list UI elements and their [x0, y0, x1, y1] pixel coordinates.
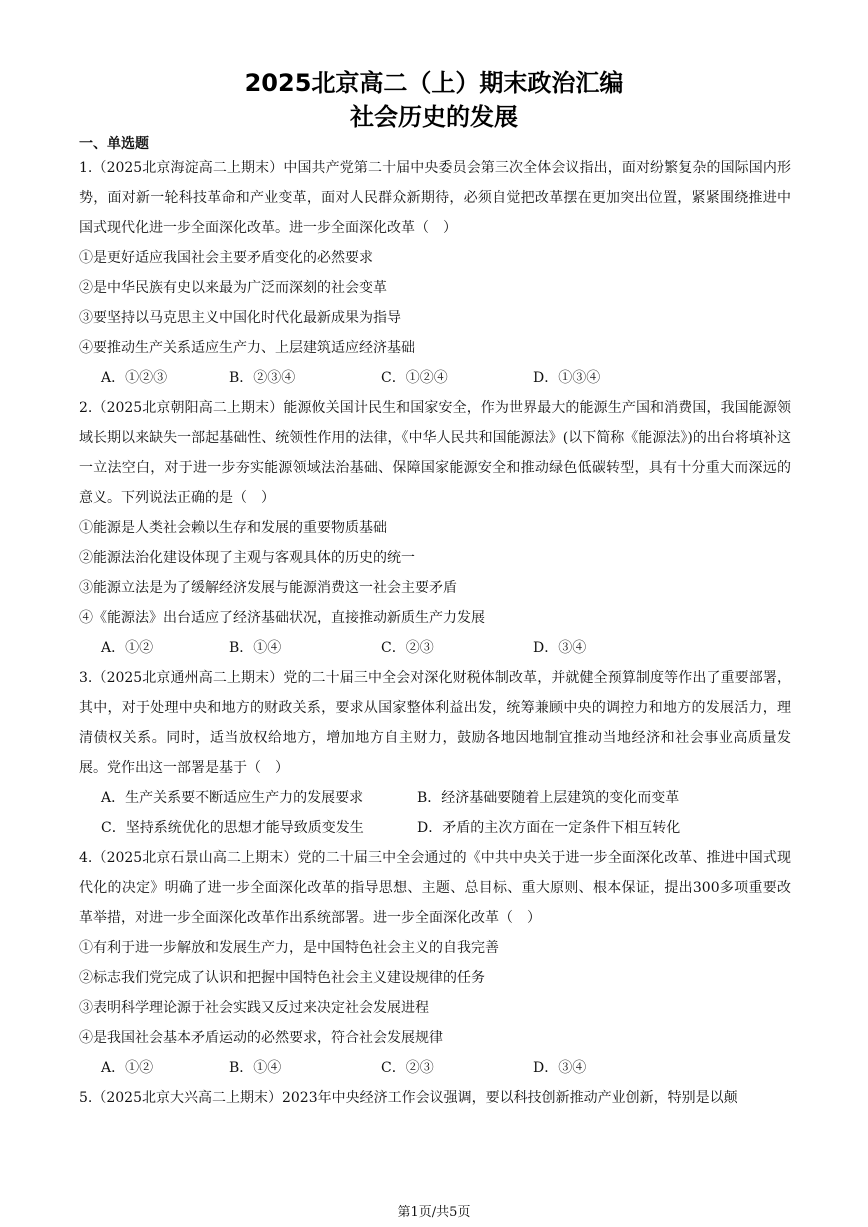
statement-item: ③表明科学理论源于社会实践又反过来决定社会发展进程: [79, 1000, 429, 1016]
choice-b: B．①④: [229, 640, 282, 656]
document-title: 2025北京高二（上）期末政治汇编: [244, 69, 624, 97]
question-5: [79, 1083, 791, 1113]
statement-item: ③能源立法是为了缓解经济发展与能源消费这一社会主要矛盾: [79, 580, 457, 596]
document-subtitle: 社会历史的发展: [350, 103, 518, 131]
question-3: [79, 663, 791, 843]
statement-item: ②是中华民族有史以来最为广泛而深刻的社会变革: [79, 280, 387, 296]
choice-b: B．①④: [229, 1060, 282, 1076]
section-heading: 一、单选题: [79, 136, 149, 152]
answer-choices: [79, 633, 791, 663]
statement-item: ②能源法治化建设体现了主观与客观具体的历史的统一: [79, 550, 415, 566]
choice-a: A．①②③: [101, 370, 168, 386]
question-1: [79, 153, 791, 393]
question-stem: 1.（2025北京海淀高二上期末）中国共产党第二十届中央委员会第三次全体会议指出，面对纷繁复杂的国际国内形势，面对新一轮科技革命和产业变革，面对人民群众新期待，必须自觉把改革摆在更加突出位置，紧紧围绕推进中国式现代化进一步全面深化改革。进一步全面深化改革（ ）: [79, 160, 791, 236]
choice-b: B．②③④: [229, 370, 296, 386]
choice-a: A．①②: [101, 1060, 154, 1076]
statement-item: ④要推动生产关系适应生产力、上层建筑适应经济基础: [79, 340, 415, 356]
choice-c: C．①②④: [381, 370, 448, 386]
choice-c: C．坚持系统优化的思想才能导致质变发生: [101, 820, 364, 836]
choice-d: D．③④: [533, 640, 587, 656]
answer-choices: [79, 813, 791, 843]
answer-choices: [79, 1053, 791, 1083]
statement-item: ②标志我们党完成了认识和把握中国特色社会主义建设规律的任务: [79, 970, 485, 986]
statement-item: ④《能源法》出台适应了经济基础状况，直接推动新质生产力发展: [79, 610, 485, 626]
choice-a: A．生产关系要不断适应生产力的发展要求: [101, 790, 364, 806]
question-stem: 2.（2025北京朝阳高二上期末）能源攸关国计民生和国家安全，作为世界最大的能源生产国和消费国，我国能源领域长期以来缺失一部起基础性、统领性作用的法律，《中华人民共和国能源法》(以下简称《能源法》)的出台将填补这一立法空白，对于进一步夯实能源领域法治基础、保障国家能源安全和推动绿色低碳转型，具有十分重大而深远的意义。下列说法正确的是（ ）: [79, 400, 791, 506]
question-4: [79, 843, 791, 1083]
question-2: [79, 393, 791, 663]
statement-item: ①是更好适应我国社会主要矛盾变化的必然要求: [79, 250, 373, 266]
page-number: 第1页/共5页: [397, 1205, 471, 1220]
question-stem: 4.（2025北京石景山高二上期末）党的二十届三中全会通过的《中共中央关于进一步全面深化改革、推进中国式现代化的决定》明确了进一步全面深化改革的指导思想、主题、总目标、重大原则、根本保证，提出300多项重要改革举措，对进一步全面深化改革作出系统部署。进一步全面深化改革（ ）: [79, 850, 791, 926]
answer-choices: [79, 363, 791, 393]
question-list: [79, 153, 791, 1113]
choice-d: D．③④: [533, 1060, 587, 1076]
choice-d: D．矛盾的主次方面在一定条件下相互转化: [417, 820, 681, 836]
choice-b: B．经济基础要随着上层建筑的变化而变革: [417, 790, 680, 806]
statement-item: ①有利于进一步解放和发展生产力，是中国特色社会主义的自我完善: [79, 940, 499, 956]
choice-a: A．①②: [101, 640, 154, 656]
statement-item: ①能源是人类社会赖以生存和发展的重要物质基础: [79, 520, 387, 536]
statement-item: ④是我国社会基本矛盾运动的必然要求，符合社会发展规律: [79, 1030, 443, 1046]
question-stem: 3.（2025北京通州高二上期末）党的二十届三中全会对深化财税体制改革，并就健全预算制度等作出了重要部署，其中，对于处理中央和地方的财政关系，要求从国家整体利益出发，统筹兼顾中央的调控力和地方的发展活力，理清债权关系。同时，适当放权给地方，增加地方自主财力，鼓励各地因地制宜推动当地经济和社会事业高质量发展。党作出这一部署是基于（ ）: [79, 670, 791, 776]
choice-c: C．②③: [381, 1060, 434, 1076]
question-stem: 5.（2025北京大兴高二上期末）2023年中央经济工作会议强调，要以科技创新推动产业创新，特别是以颠: [79, 1090, 738, 1106]
choice-c: C．②③: [381, 640, 434, 656]
answer-choices: [79, 783, 791, 813]
choice-d: D．①③④: [533, 370, 601, 386]
statement-item: ③要坚持以马克思主义中国化时代化最新成果为指导: [79, 310, 401, 326]
